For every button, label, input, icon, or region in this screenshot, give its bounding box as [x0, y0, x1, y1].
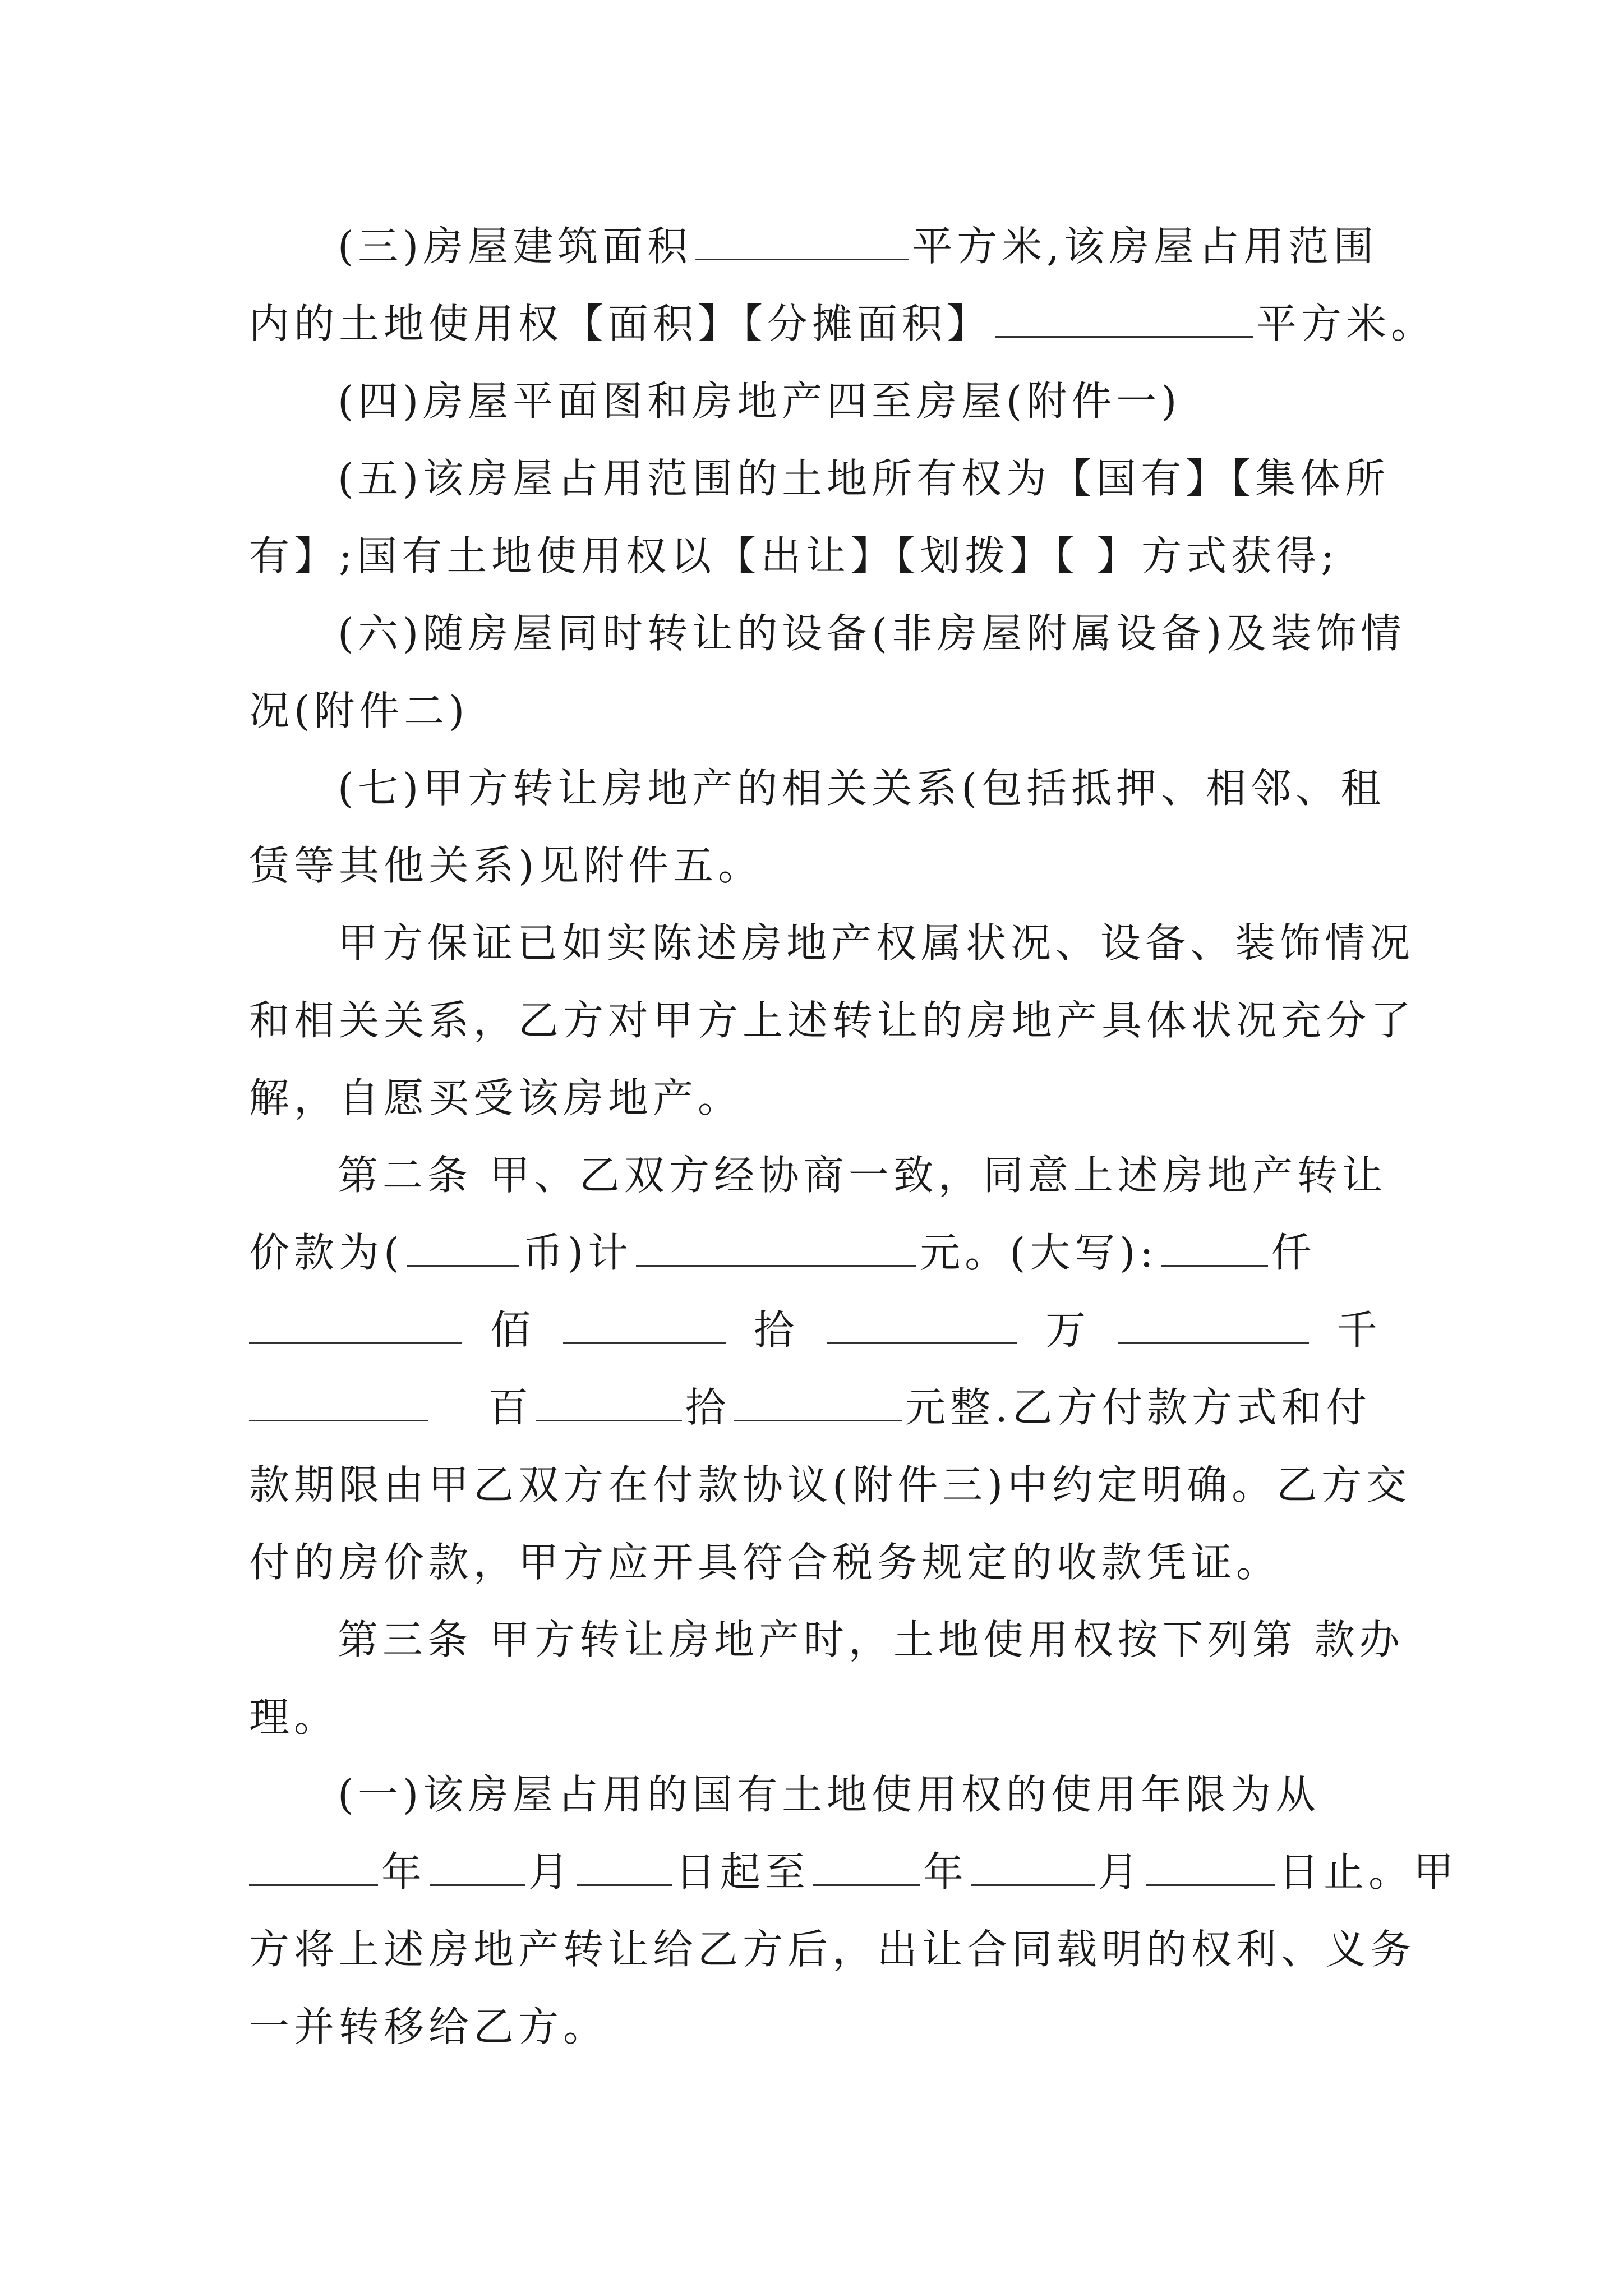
- article-2-amount-words-1: [249, 1291, 1382, 1369]
- text-line: 元。(大写):: [920, 1229, 1158, 1276]
- article-3-heading-end: 理。: [249, 1694, 339, 1741]
- article-2-price-line: [249, 1214, 1382, 1291]
- article-2-heading: 第二条 甲、乙双方经协商一致，同意上述房地产转让: [338, 1152, 1387, 1199]
- blank-field-bai[interactable]: [249, 1385, 428, 1421]
- text-line: 元整.乙方付款方式和付: [905, 1384, 1371, 1431]
- blank-field-end-day[interactable]: [1146, 1849, 1275, 1886]
- text-line: 百: [488, 1384, 533, 1431]
- article-3-transfer-end: 一并转移给乙方。: [249, 2003, 608, 2050]
- blank-field-currency[interactable]: [407, 1230, 519, 1267]
- blank-field-bai-wan[interactable]: [249, 1308, 462, 1344]
- seller-guarantee-end: 解，自愿买受该房地产。: [249, 1074, 743, 1121]
- blank-field-yuan[interactable]: [734, 1385, 902, 1421]
- blank-field-start-month[interactable]: [430, 1849, 525, 1886]
- article-2-payment-terms: 款期限由甲乙双方在付款协议(附件三)中约定明确。乙方交: [249, 1461, 1412, 1508]
- text-line: 价款为(: [249, 1229, 404, 1276]
- clause-7-relations: (七)甲方转让房地产的相关关系(包括抵押、相邻、租: [338, 765, 1386, 812]
- text-line: 万: [1045, 1306, 1090, 1354]
- article-2-receipt: 付的房价款，甲方应开具符合税务规定的收款凭证。: [249, 1539, 1281, 1586]
- article-3-transfer: 方将上述房地产转让给乙方后，出让合同载明的权利、义务: [249, 1926, 1416, 1973]
- article-2-amount-words-2: [249, 1369, 1382, 1446]
- text-line: 仟: [1271, 1229, 1316, 1276]
- clause-6-equipment: (六)随房屋同时转让的设备(非房屋附属设备)及装饰情: [338, 610, 1406, 657]
- text-line: 年: [923, 1848, 969, 1895]
- clause-3-area-continued: [249, 285, 1436, 362]
- text-line: 拾: [685, 1384, 731, 1431]
- blank-field-land-area[interactable]: [995, 301, 1253, 338]
- text-line: 内的土地使用权【面积】【分摊面积】: [249, 300, 992, 347]
- text-line: 日起至: [675, 1848, 810, 1895]
- clause-5-land-ownership-continued: 有】;国有土地使用权以【出让】【划拨】【 】方式获得;: [249, 532, 1339, 579]
- blank-field-qian-wan[interactable]: [1161, 1230, 1268, 1267]
- clause-6-equipment-continued: 况(附件二): [249, 687, 469, 734]
- contract-body: [249, 208, 1459, 2065]
- seller-guarantee: 甲方保证已如实陈述房地产权属状况、设备、装饰情况: [338, 919, 1415, 967]
- blank-field-end-year[interactable]: [813, 1849, 920, 1886]
- text-line: 佰: [490, 1306, 535, 1354]
- text-line: (三)房屋建筑面积: [338, 223, 693, 270]
- text-line: 月: [1098, 1848, 1144, 1895]
- blank-field-end-month[interactable]: [971, 1849, 1095, 1886]
- blank-field-shi[interactable]: [536, 1385, 682, 1421]
- blank-field-qian[interactable]: [1118, 1308, 1309, 1344]
- text-line: 拾: [753, 1306, 799, 1354]
- blank-field-wan[interactable]: [827, 1308, 1017, 1344]
- article-3-term-dates: [249, 1833, 1459, 1911]
- blank-field-shi-wan[interactable]: [563, 1308, 726, 1344]
- text-line: 平方米,该房屋占用范围: [912, 223, 1378, 270]
- article-3-heading: 第三条 甲方转让房地产时，土地使用权按下列第 款办: [338, 1616, 1404, 1663]
- article-3-clause-1: (一)该房屋占用的国有土地使用权的使用年限为从: [338, 1771, 1321, 1818]
- clause-7-relations-continued: 赁等其他关系)见附件五。: [249, 842, 763, 889]
- clause-3-area: [249, 208, 1382, 285]
- text-line: 年: [381, 1848, 427, 1895]
- blank-field-amount[interactable]: [636, 1230, 916, 1267]
- clause-5-land-ownership: (五)该房屋占用范围的土地所有权为【国有】【集体所: [338, 455, 1390, 502]
- text-line: 千: [1336, 1306, 1382, 1354]
- clause-4-floor-plan: (四)房屋平面图和房地产四至房屋(附件一): [338, 378, 1182, 425]
- blank-field-start-year[interactable]: [249, 1849, 378, 1886]
- blank-field-start-day[interactable]: [577, 1849, 672, 1886]
- blank-field-building-area[interactable]: [695, 224, 909, 260]
- text-line: 币)计: [523, 1229, 633, 1276]
- text-line: 平方米。: [1256, 300, 1436, 347]
- text-line: 月: [528, 1848, 574, 1895]
- text-line: 日止。甲: [1279, 1848, 1459, 1895]
- seller-guarantee-continued: 和相关关系，乙方对甲方上述转让的房地产具体状况充分了: [249, 997, 1416, 1044]
